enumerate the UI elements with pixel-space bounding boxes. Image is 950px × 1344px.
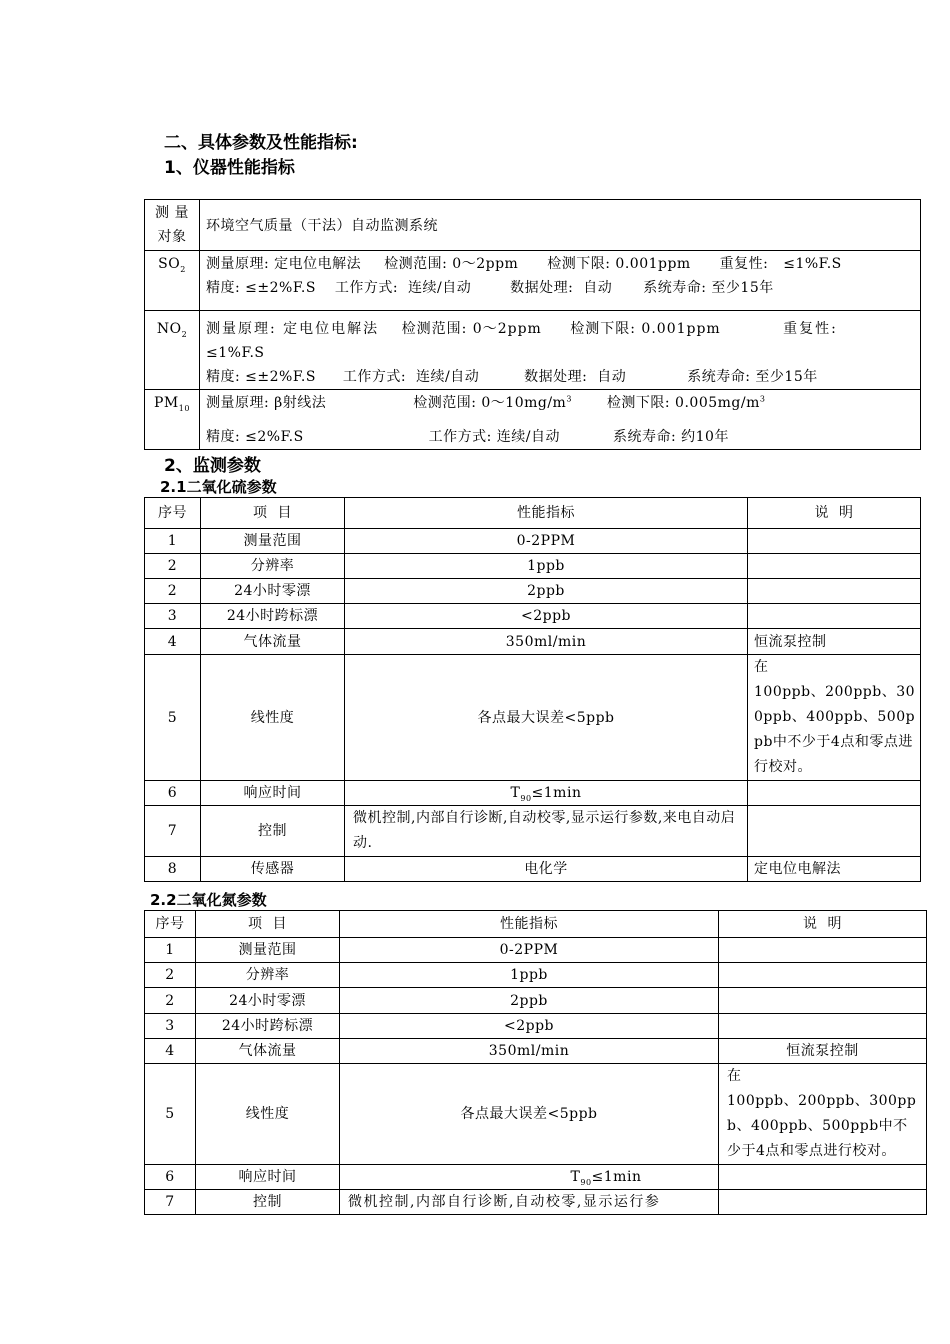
row-item: 24小时零漂 bbox=[201, 579, 345, 604]
heading-monitoring-parameters: 2、监测参数 bbox=[164, 456, 261, 476]
row-spec: 1ppb bbox=[345, 554, 748, 579]
so2-parameter-table bbox=[144, 497, 921, 882]
so2-data-processing: 数据处理: 自动 bbox=[510, 280, 613, 296]
row-note: 恒流泵控制 bbox=[719, 1039, 927, 1064]
row-note: 恒流泵控制 bbox=[748, 629, 921, 655]
row-note bbox=[748, 579, 921, 604]
no2-spec-line3 bbox=[206, 365, 914, 389]
table-row bbox=[145, 604, 921, 629]
table-row bbox=[145, 1039, 927, 1064]
row-note bbox=[748, 781, 921, 806]
row-note bbox=[748, 529, 921, 554]
row-spec: 2ppb bbox=[340, 988, 719, 1014]
row-index: 7 bbox=[145, 1190, 196, 1215]
row-item: 线性度 bbox=[201, 655, 345, 781]
header-note: 说 明 bbox=[748, 498, 921, 529]
row-note bbox=[719, 988, 927, 1014]
row-spec: 电化学 bbox=[345, 857, 748, 882]
row-item: 24小时零漂 bbox=[196, 988, 340, 1014]
so2-accuracy: 精度: ≤±2%F.S bbox=[206, 280, 316, 296]
row-index: 2 bbox=[145, 579, 201, 604]
no2-data-processing: 数据处理: 自动 bbox=[524, 369, 627, 385]
pm10-spec bbox=[200, 390, 921, 450]
header-note: 说 明 bbox=[719, 911, 927, 938]
row-item: 气体流量 bbox=[201, 629, 345, 655]
row-note bbox=[719, 963, 927, 988]
no2-spec bbox=[200, 311, 921, 390]
heading-so2-parameters: 2.1二氧化硫参数 bbox=[160, 478, 277, 496]
pm10-lower-limit: 检测下限: 0.005mg/m bbox=[606, 395, 760, 411]
instrument-performance-table bbox=[144, 199, 921, 450]
row-item: 控制 bbox=[201, 806, 345, 857]
row-note bbox=[748, 554, 921, 579]
row-spec: 0-2PPM bbox=[340, 938, 719, 963]
pm10-label-sub: 10 bbox=[178, 403, 190, 413]
so2-label-sub: 2 bbox=[180, 264, 186, 274]
row-index: 5 bbox=[145, 1064, 196, 1165]
row-index: 2 bbox=[145, 963, 196, 988]
no2-principle: 测量原理: 定电位电解法 bbox=[206, 321, 380, 337]
row-note: 在 100ppb、200ppb、300ppb、400ppb、500ppb中不少于4点和零点进行校对。 bbox=[748, 655, 921, 781]
resp-t-sub: 90 bbox=[520, 793, 532, 803]
row-spec: 各点最大误差<5ppb bbox=[345, 655, 748, 781]
header-item: 项 目 bbox=[196, 911, 340, 938]
row-item: 响应时间 bbox=[196, 1165, 340, 1190]
no2-range: 检测范围: 0～2ppm bbox=[401, 321, 542, 337]
row-index: 5 bbox=[145, 655, 201, 781]
table-row bbox=[145, 554, 921, 579]
no2-label-text: NO bbox=[156, 321, 182, 337]
resp-t: T bbox=[570, 1169, 581, 1185]
row-spec bbox=[340, 1165, 719, 1190]
pm10-principle: 测量原理: β射线法 bbox=[206, 395, 327, 411]
row-index: 7 bbox=[145, 806, 201, 857]
table-row bbox=[145, 629, 921, 655]
header-spec: 性能指标 bbox=[345, 498, 748, 529]
table-row bbox=[145, 579, 921, 604]
header-index: 序号 bbox=[145, 911, 196, 938]
so2-lower-limit: 检测下限: 0.001ppm bbox=[547, 256, 691, 272]
row-item: 响应时间 bbox=[201, 781, 345, 806]
row-spec: 350ml/min bbox=[340, 1039, 719, 1064]
row-item: 24小时跨标漂 bbox=[201, 604, 345, 629]
no2-repeatability-value: ≤1%F.S bbox=[206, 345, 265, 361]
pm10-accuracy: 精度: ≤2%F.S bbox=[206, 429, 304, 445]
row-note: 在 100ppb、200ppb、300ppb、400ppb、500ppb中不少于4点和零点进行校对。 bbox=[719, 1064, 927, 1165]
so2-label-text: SO bbox=[158, 256, 181, 272]
so2-lifetime: 系统寿命: 至少15年 bbox=[643, 280, 774, 296]
label-measurement-object-text: 测 量 对象 bbox=[155, 205, 189, 245]
row-index: 2 bbox=[145, 988, 196, 1014]
table-row bbox=[145, 529, 921, 554]
no2-lifetime: 系统寿命: 至少15年 bbox=[687, 369, 818, 385]
row-item: 分辨率 bbox=[201, 554, 345, 579]
resp-value: ≤1min bbox=[591, 1169, 642, 1185]
row-spec: 0-2PPM bbox=[345, 529, 748, 554]
pm10-spec-line2 bbox=[206, 425, 914, 449]
header-item: 项 目 bbox=[201, 498, 345, 529]
row-item: 分辨率 bbox=[196, 963, 340, 988]
row-spec: <2ppb bbox=[345, 604, 748, 629]
row-index: 1 bbox=[145, 529, 201, 554]
row-index: 6 bbox=[145, 781, 201, 806]
no2-label-sub: 2 bbox=[181, 329, 188, 339]
table-row bbox=[145, 938, 927, 963]
header-spec: 性能指标 bbox=[340, 911, 719, 938]
table-row bbox=[145, 655, 921, 781]
row-index: 2 bbox=[145, 554, 201, 579]
row-index: 1 bbox=[145, 938, 196, 963]
row-note bbox=[719, 1014, 927, 1039]
heading-instrument-performance: 1、仪器性能指标 bbox=[164, 158, 295, 178]
pm10-range: 检测范围: 0～10mg/m bbox=[413, 395, 567, 411]
no2-lower-limit: 检测下限: 0.001ppm bbox=[570, 321, 721, 337]
pm10-lower-limit-sup: 3 bbox=[759, 394, 766, 404]
no2-spec-line1 bbox=[206, 317, 914, 341]
so2-repeatability: 重复性: ≤1%F.S bbox=[719, 256, 842, 272]
row-index: 3 bbox=[145, 604, 201, 629]
so2-spec-line1 bbox=[206, 252, 914, 276]
row-item: 测量范围 bbox=[196, 938, 340, 963]
no2-parameter-table bbox=[144, 910, 927, 1215]
header-index: 序号 bbox=[145, 498, 201, 529]
pm10-work-mode: 工作方式: 连续/自动 bbox=[428, 429, 561, 445]
row-note bbox=[748, 604, 921, 629]
table-row bbox=[145, 1064, 927, 1165]
so2-work-mode: 工作方式: 连续/自动 bbox=[334, 280, 472, 296]
no2-repeatability: 重复性: bbox=[783, 321, 838, 337]
table-row bbox=[145, 1165, 927, 1190]
row-item: 气体流量 bbox=[196, 1039, 340, 1064]
so2-spec-line2 bbox=[206, 276, 914, 300]
section-heading-parameters: 二、具体参数及性能指标: bbox=[164, 133, 358, 153]
row-index: 3 bbox=[145, 1014, 196, 1039]
table-row bbox=[145, 781, 921, 806]
pm10-range-sup: 3 bbox=[566, 394, 572, 404]
row-item: 控制 bbox=[196, 1190, 340, 1215]
label-no2 bbox=[145, 311, 200, 390]
so2-range: 检测范围: 0～2ppm bbox=[384, 256, 519, 272]
row-spec: 微机控制,内部自行诊断,自动校零,显示运行参 bbox=[340, 1190, 719, 1215]
table-row bbox=[145, 857, 921, 882]
pm10-spec-line1 bbox=[206, 391, 914, 415]
row-note bbox=[719, 1165, 927, 1190]
so2-principle: 测量原理: 定电位电解法 bbox=[206, 256, 362, 272]
row-item: 线性度 bbox=[196, 1064, 340, 1165]
row-spec: 350ml/min bbox=[345, 629, 748, 655]
row-index: 6 bbox=[145, 1165, 196, 1190]
pm10-lifetime: 系统寿命: 约10年 bbox=[612, 429, 729, 445]
pm10-label-text: PM bbox=[154, 395, 179, 411]
table-row bbox=[145, 963, 927, 988]
row-item: 测量范围 bbox=[201, 529, 345, 554]
label-so2 bbox=[145, 251, 200, 311]
measurement-object-value: 环境空气质量（干法）自动监测系统 bbox=[200, 200, 921, 251]
row-note bbox=[719, 1190, 927, 1215]
resp-value: ≤1min bbox=[531, 785, 582, 801]
resp-t-sub: 90 bbox=[580, 1177, 592, 1187]
table-row bbox=[145, 988, 927, 1014]
label-measurement-object bbox=[145, 200, 200, 251]
label-pm10 bbox=[145, 390, 200, 450]
row-note: 定电位电解法 bbox=[748, 857, 921, 882]
row-index: 4 bbox=[145, 629, 201, 655]
resp-t: T bbox=[510, 785, 521, 801]
row-item: 传感器 bbox=[201, 857, 345, 882]
table-row bbox=[145, 806, 921, 857]
table-row bbox=[145, 1014, 927, 1039]
heading-no2-parameters: 2.2二氧化氮参数 bbox=[150, 891, 267, 909]
row-index: 8 bbox=[145, 857, 201, 882]
row-spec: 微机控制,内部自行诊断,自动校零,显示运行参数,来电自动启动. bbox=[345, 806, 748, 857]
row-spec bbox=[345, 781, 748, 806]
row-spec: 1ppb bbox=[340, 963, 719, 988]
row-note bbox=[719, 938, 927, 963]
row-item: 24小时跨标漂 bbox=[196, 1014, 340, 1039]
row-index: 4 bbox=[145, 1039, 196, 1064]
table-row bbox=[145, 1190, 927, 1215]
row-note bbox=[748, 806, 921, 857]
so2-spec bbox=[200, 251, 921, 311]
row-spec: 各点最大误差<5ppb bbox=[340, 1064, 719, 1165]
row-spec: 2ppb bbox=[345, 579, 748, 604]
no2-work-mode: 工作方式: 连续/自动 bbox=[342, 369, 480, 385]
row-spec: <2ppb bbox=[340, 1014, 719, 1039]
no2-accuracy: 精度: ≤±2%F.S bbox=[206, 369, 316, 385]
